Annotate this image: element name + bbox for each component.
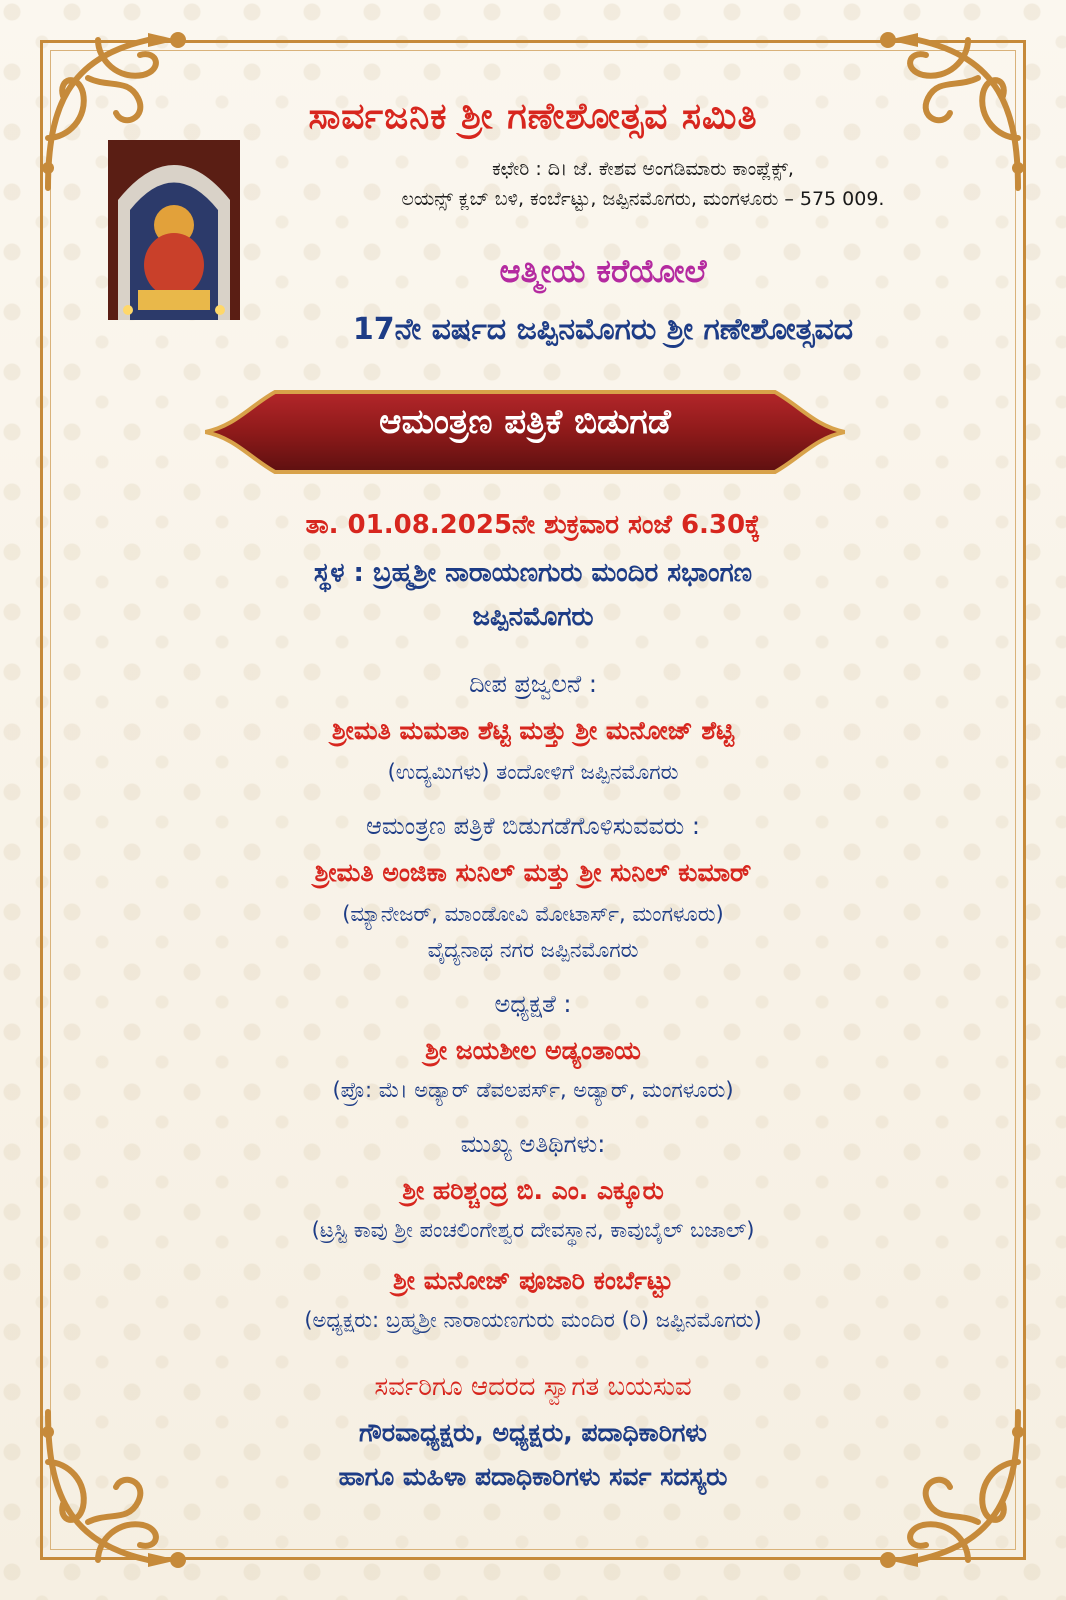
guest1-desc: (ಟ್ರಸ್ಟಿ ಕಾವು ಶ್ರೀ ಪಂಚಲಿಂಗೇಶ್ವರ ದೇವಸ್ಥಾನ, ಕಾವುಬೈಲ್ ಬಜಾಲ್) [311, 1218, 755, 1242]
chair-heading: ಅಧ್ಯಕ್ಷತೆ : [494, 990, 572, 1018]
release-names: ಶ್ರೀಮತಿ ಅಂಜಿಕಾ ಸುನಿಲ್ ಮತ್ತು ಶ್ರೀ ಸುನಿಲ್ ಕುಮಾರ್ [314, 858, 752, 887]
welcome-line: ಸರ್ವರಿಗೂ ಆದರದ ಸ್ವಾಗತ ಬಯಸುವ [374, 1372, 692, 1402]
office-address-line2: ಲಯನ್ಸ್ ಕ್ಲಬ್ ಬಳಿ, ಕಂರ್ಬೆಟ್ಟು, ಜಪ್ಪಿನಮೊಗರು, ಮಂಗಳೂರು – 575 009. [401, 188, 885, 210]
guest2-name: ಶ್ರೀ ಮನೋಜ್ ಪೂಜಾರಿ ಕಂರ್ಬೆಟ್ಟು [392, 1266, 673, 1295]
event-venue: ಸ್ಥಳ : ಬ್ರಹ್ಮಶ್ರೀ ನಾರಾಯಣಗುರು ಮಂದಿರ ಸಭಾಂಗಣ [313, 558, 753, 588]
invitation-greeting: ಆತ್ಮೀಯ ಕರೆಯೋಲೆ [499, 252, 707, 290]
banner-title: ಆಮಂತ್ರಣ ಪತ್ರಿಕೆ ಬಿಡುಗಡೆ [379, 402, 671, 442]
chair-desc: (ಪ್ರೊ: ಮೆ। ಅಡ್ಯಾರ್ ಡೆವಲಪರ್ಸ್, ಅಡ್ಯಾರ್, ಮಂಗಳೂರು) [332, 1078, 734, 1102]
committee-title: ಸಾರ್ವಜನಿಕ ಶ್ರೀ ಗಣೇಶೋತ್ಸವ ಸಮಿತಿ [308, 96, 758, 137]
hosts-line1: ಗೌರವಾಧ್ಯಕ್ಷರು, ಅಧ್ಯಕ್ಷರು, ಪದಾಧಿಕಾರಿಗಳು [359, 1418, 707, 1447]
release-heading: ಆಮಂತ್ರಣ ಪತ್ರಿಕೆ ಬಿಡುಗಡೆಗೊಳಿಸುವವರು : [365, 812, 701, 840]
guest1-name: ಶ್ರೀ ಹರಿಶ್ಚಂದ್ರ ಬಿ. ಎಂ. ಎಕ್ಕೂರು [402, 1176, 664, 1205]
event-date-time: ತಾ. 01.08.2025ನೇ ಶುಕ್ರವಾರ ಸಂಜೆ 6.30ಕ್ಕೆ [305, 510, 761, 540]
lamp-lighting-desc: (ಉದ್ಯಮಿಗಳು) ತಂದೋಳಿಗೆ ಜಪ್ಪಿನಮೊಗರು [387, 760, 679, 784]
lamp-lighting-heading: ದೀಪ ಪ್ರಜ್ವಲನೆ : [469, 670, 597, 698]
release-desc1: (ಮ್ಯಾನೇಜರ್, ಮಾಂಡೋವಿ ಮೋಟಾರ್ಸ್, ಮಂಗಳೂರು) [342, 902, 724, 926]
office-address-line1: ಕಛೇರಿ : ದಿ। ಜೆ. ಕೇಶವ ಅಂಗಡಿಮಾರು ಕಾಂಪ್ಲೆಕ್ಸ್, [492, 158, 794, 180]
guest2-desc: (ಅಧ್ಯಕ್ಷರು: ಬ್ರಹ್ಮಶ್ರೀ ನಾರಾಯಣಗುರು ಮಂದಿರ (ರಿ) ಜಪ್ಪಿನಮೊಗರು) [304, 1308, 762, 1332]
release-desc2: ವೈದ್ಯನಾಥ ನಗರ ಜಪ್ಪಿನಮೊಗರು [427, 938, 639, 962]
chair-name: ಶ್ರೀ ಜಯಶೀಲ ಅಡ್ಯಂತಾಯ [425, 1036, 641, 1065]
guests-heading: ಮುಖ್ಯ ಅತಿಥಿಗಳು: [460, 1130, 606, 1158]
lamp-lighting-names: ಶ್ರೀಮತಿ ಮಮತಾ ಶೆಟ್ಟಿ ಮತ್ತು ಶ್ರೀ ಮನೋಜ್ ಶೆಟ್ಟಿ [331, 716, 735, 745]
event-venue-place: ಜಪ್ಪಿನಮೊಗರು [472, 602, 594, 632]
festival-year-line: 17ನೇ ವರ್ಷದ ಜಪ್ಪಿನಮೊಗರು ಶ್ರೀ ಗಣೇಶೋತ್ಸವದ [352, 312, 854, 347]
hosts-line2: ಹಾಗೂ ಮಹಿಳಾ ಪದಾಧಿಕಾರಿಗಳು ಸರ್ವ ಸದಸ್ಯರು [338, 1462, 728, 1491]
